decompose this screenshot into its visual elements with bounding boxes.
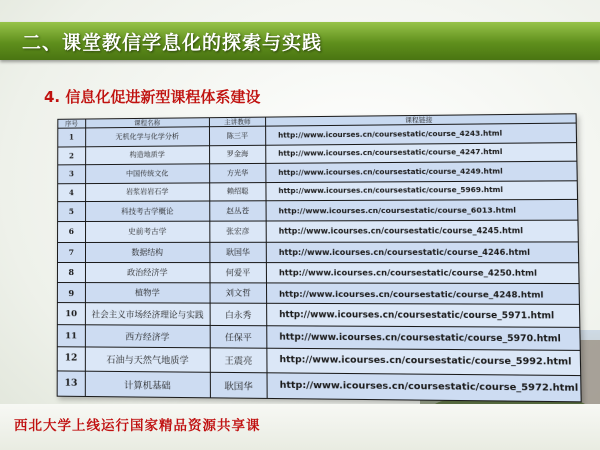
course-table [57,113,582,402]
course-link[interactable]: http://www.icourses.cn/coursestatic/course_4243.html [265,123,576,145]
course-link[interactable]: http://www.icourses.cn/coursestatic/course_6013.html [266,200,578,222]
course-name: 西方经济学 [85,325,210,348]
header-num: 序号 [58,119,85,128]
row-number: 7 [57,242,85,262]
course-link[interactable]: http://www.icourses.cn/coursestatic/course_5970.html [266,326,580,351]
row-number: 2 [58,146,86,165]
course-link[interactable]: http://www.icourses.cn/coursestatic/course_5992.html [266,348,580,375]
teacher-name: 赵丛苍 [210,201,266,222]
banner-text: 西北大学上线运行国家精品资源共享课 [14,418,261,434]
course-name: 科技考古学概论 [85,201,210,222]
row-number: 9 [57,283,85,303]
course-name: 岩浆岩岩石学 [85,182,210,201]
slide-subtitle: 4. 信息化促进新型课程体系建设 [44,88,261,106]
header-course-name: 课程名称 [85,118,209,128]
course-name: 石油与天然气地质学 [85,347,211,372]
course-name: 史前考古学 [85,221,210,242]
teacher-name: 白永秀 [210,303,266,326]
teacher-name: 刘文哲 [210,283,266,304]
teacher-name: 耿国华 [211,372,267,399]
course-name: 中国传统文化 [85,164,210,183]
course-name: 无机化学与化学分析 [85,127,209,147]
course-link[interactable]: http://www.icourses.cn/coursestatic/course_4247.html [265,142,577,163]
row-number: 5 [58,202,86,222]
course-link[interactable]: http://www.icourses.cn/coursestatic/course_5969.html [266,180,578,201]
course-link[interactable]: http://www.icourses.cn/coursestatic/course_4248.html [266,283,579,305]
teacher-name: 罗金海 [210,145,266,164]
course-name: 社会主义市场经济理论与实践 [85,303,210,326]
row-number: 11 [57,325,85,347]
table-row [57,371,581,402]
course-name: 计算机基础 [85,371,211,398]
row-number: 8 [57,262,85,282]
course-link[interactable]: http://www.icourses.cn/coursestatic/course_4249.html [265,161,577,182]
course-name: 数据结构 [85,242,210,262]
row-number: 13 [57,371,85,397]
teacher-name: 任保平 [210,326,266,349]
teacher-name: 何爱平 [210,262,266,283]
course-link[interactable]: http://www.icourses.cn/coursestatic/course_5971.html [266,304,580,328]
course-name: 植物学 [85,283,210,304]
table-row [58,180,578,201]
teacher-name: 赖绍聪 [210,182,266,201]
row-number: 10 [57,303,85,325]
table-row [57,283,579,305]
course-link[interactable]: http://www.icourses.cn/coursestatic/course_5972.html [267,372,582,401]
row-number: 4 [58,183,86,202]
row-number: 1 [58,128,85,147]
teacher-name: 王震亮 [210,348,266,373]
header-teacher: 主讲教师 [210,117,266,127]
table-row [58,200,578,222]
table-row [57,303,580,328]
row-number: 3 [58,165,86,184]
course-link[interactable]: http://www.icourses.cn/coursestatic/course_4245.html [266,220,579,241]
section-title: 二、课堂教信学息化的探索与实践 [22,32,323,54]
teacher-name: 耿国华 [210,242,266,263]
course-link[interactable]: http://www.icourses.cn/coursestatic/course_4250.html [266,262,579,283]
teacher-name: 方光华 [210,163,266,182]
section-title-bar [0,22,600,60]
course-link[interactable]: http://www.icourses.cn/coursestatic/course_4246.html [266,241,579,262]
table-row [58,220,579,242]
table-row [57,262,579,283]
row-number: 6 [58,222,86,242]
bottom-banner [0,404,600,450]
teacher-name: 张宏彦 [210,221,266,242]
course-name: 构造地质学 [85,145,210,164]
row-number: 12 [57,347,85,371]
header-link: 课程链接 [265,114,576,126]
table-row [57,241,578,262]
teacher-name: 陈三平 [210,126,266,145]
course-name: 政治经济学 [85,262,210,283]
